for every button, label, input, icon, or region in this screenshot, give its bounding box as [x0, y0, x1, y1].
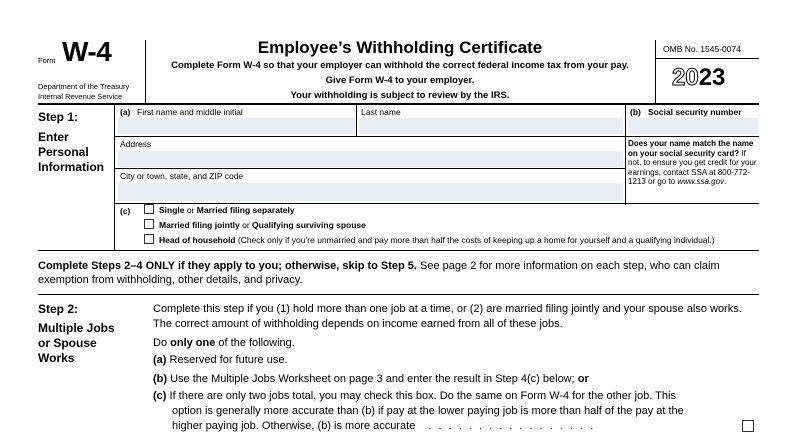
step2-title-line3: Works [38, 351, 75, 365]
complete-steps-text: See page 2 for more information on each step, who can claim exemption from withholding, other details, and privacy. [38, 260, 720, 286]
step1-label: Step 1: [38, 110, 79, 124]
first-name-label: First name and middle initial [137, 107, 243, 117]
step2-label: Step 2: [38, 302, 79, 316]
form-prefix: Form [38, 56, 56, 65]
ssa-note [628, 139, 760, 187]
ssa-note-question: Does your name match the name on your social security card? [628, 139, 754, 158]
ssa-link[interactable]: www.ssa.gov [677, 177, 725, 186]
complete-steps-note [38, 259, 760, 287]
city-label: City or town, state, and ZIP code [120, 171, 244, 181]
field-c-letter: (c) [120, 206, 131, 216]
filing-joint-checkbox[interactable] [144, 219, 154, 229]
ssn-label: Social security number [648, 107, 742, 117]
form-name: W-4 [62, 36, 112, 67]
step2-title-line1: Multiple Jobs [38, 321, 115, 335]
ssa-note-text: If not, to ensure you get credit for your earnings, contact SSA at 800-772-1213 or go to [628, 148, 757, 186]
tax-year-bold: 23 [698, 64, 726, 91]
ssn-input[interactable] [628, 118, 758, 134]
filing-option-head-of-household: Head of household (Check only if you’re unmarried and pay more than half the costs of keeping up a home for yourself and a qualifying individual.) [159, 235, 715, 245]
last-name-label: Last name [361, 107, 401, 117]
department-text: Department of the Treasury [38, 82, 130, 91]
step2-option-b: (b) Use the Multiple Jobs Worksheet on page 3 and enter the result in Step 4(c) below; or [153, 373, 589, 385]
step2-title-line2: or Spouse [38, 336, 97, 350]
field-b-letter: (b) [630, 107, 641, 117]
address-label: Address [120, 139, 152, 149]
instruction-line-1: Complete Form W-4 so that your employer can withhold the correct federal income tax from your pay. [171, 60, 629, 71]
step2-option-c: (c) If there are only two jobs total, you may check this box. Do the same on Form W-4 for the other job. This [153, 390, 676, 402]
step2-do-one: Do only one of the following. [153, 337, 295, 349]
tax-year [672, 64, 725, 92]
last-name-input[interactable] [359, 118, 623, 134]
step1-title-line2: Personal [38, 145, 89, 159]
step2-option-a: (a) Reserved for future use. [153, 354, 288, 366]
filing-single-checkbox[interactable] [144, 204, 154, 214]
complete-steps-bold: Complete Steps 2–4 ONLY if they apply to you; otherwise, skip to Step 5. [38, 260, 417, 272]
instruction-line-2: Give Form W-4 to your employer. [325, 75, 475, 86]
filing-option-single: Single or Married filing separately [159, 205, 295, 215]
form-title: Employee’s Withholding Certificate [257, 38, 543, 57]
step2-intro: Complete this step if you (1) hold more than one job at a time, or (2) are married filing jointly and your spouse also works. The correct amount of withholding depends on income earned from all of these jobs. [153, 303, 742, 330]
ssa-note-end: . [724, 177, 727, 186]
tax-year-outline: 20 [672, 64, 699, 91]
field-a-letter: (a) [120, 107, 131, 117]
step2-option-c-line3: higher paying job. Otherwise, (b) is more accurate . . . . . . . . . . . . . . . . . [172, 420, 596, 432]
instruction-line-3: Your withholding is subject to review by the IRS. [290, 90, 510, 101]
city-input[interactable] [118, 183, 623, 201]
step1-title-line1: Enter [38, 130, 69, 144]
filing-hoh-checkbox[interactable] [144, 234, 154, 244]
omb-number: OMB No. 1545-0074 [663, 44, 741, 54]
step2-option-c-line2: option is generally more accurate than (b) if pay at the lower paying job is more than half of the pay at the [172, 405, 684, 417]
first-name-input[interactable] [118, 118, 355, 134]
service-text: Internal Revenue Service [38, 92, 123, 101]
address-input[interactable] [118, 151, 623, 167]
filing-option-joint: Married filing jointly or Qualifying surviving spouse [159, 220, 366, 230]
step1-title-line3: Information [38, 160, 104, 174]
two-jobs-checkbox[interactable] [742, 420, 754, 432]
